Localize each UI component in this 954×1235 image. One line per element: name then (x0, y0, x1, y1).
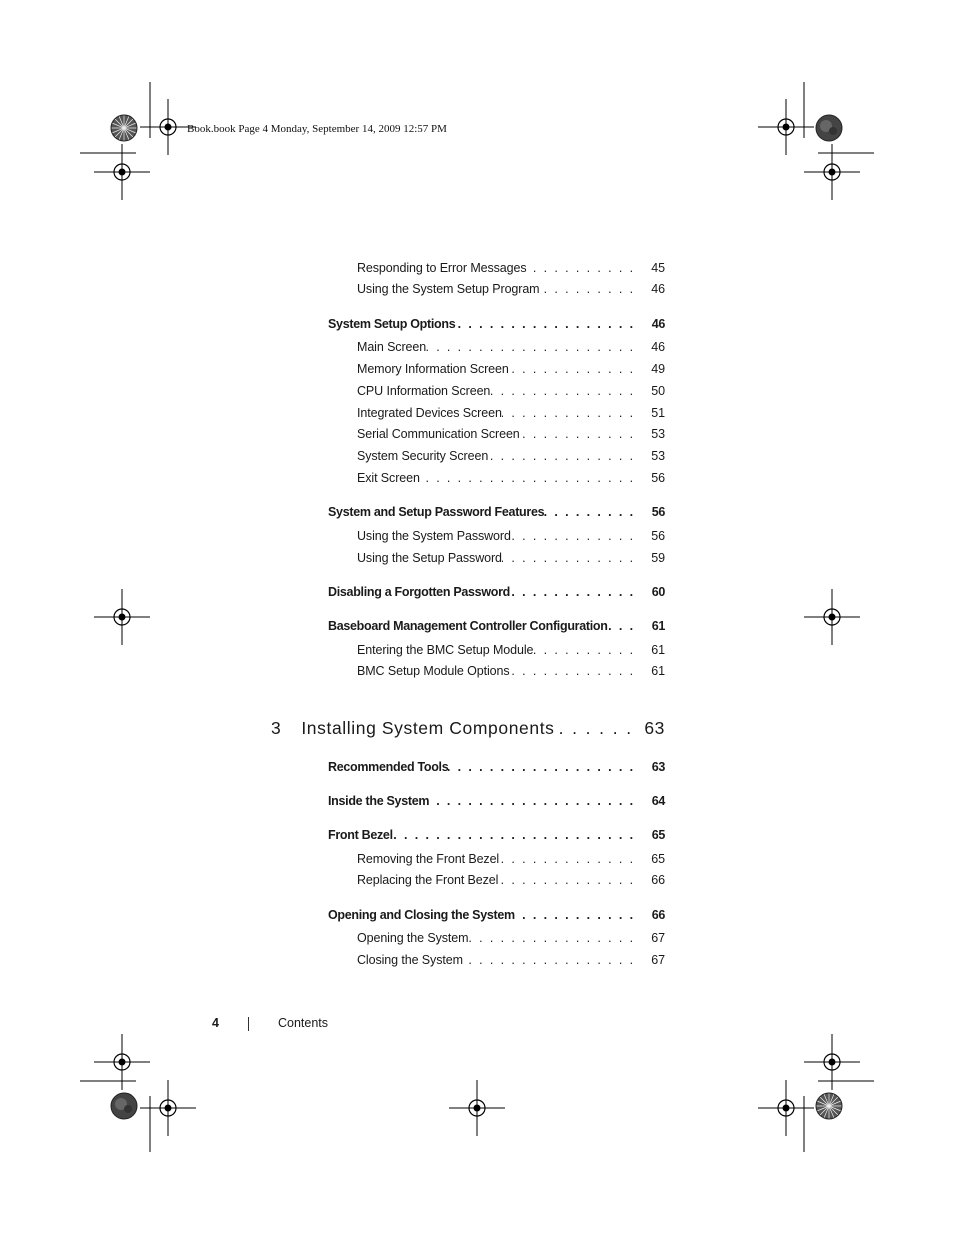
toc-entry-using-system-password[interactable] (357, 529, 665, 543)
dot-leader (509, 362, 641, 376)
toc-page-number: 61 (651, 619, 665, 633)
toc-entry-responding-to-error-messages[interactable] (357, 261, 665, 275)
toc-entry-main-screen[interactable] (357, 340, 665, 354)
dot-leader (510, 664, 641, 678)
toc-entry-title: Removing the Front Bezel (357, 852, 500, 866)
toc-entry-title: Using the System Setup Program (357, 282, 540, 296)
print-header-info: Book.book Page 4 Monday, September 14, 2009 12:57 PM (187, 123, 447, 135)
dot-leader (499, 852, 641, 866)
toc-page-number: 65 (651, 852, 665, 866)
toc-entry-title: Entering the BMC Setup Module (357, 643, 534, 657)
dot-leader (555, 718, 639, 739)
toc-page-number: 46 (651, 282, 665, 296)
toc-page-number: 46 (651, 317, 665, 331)
toc-entry-bmc-setup-module-options[interactable] (357, 664, 665, 678)
toc-entry-system-setup-options[interactable] (328, 317, 665, 331)
footer-divider (248, 1017, 249, 1031)
toc-entry-title: Integrated Devices Screen (357, 406, 502, 420)
dot-leader (448, 760, 641, 774)
toc-entry-closing-the-system[interactable] (357, 953, 665, 967)
toc-page-number: 61 (651, 664, 665, 678)
toc-entry-title: Front Bezel (328, 828, 393, 842)
toc-page-number: 65 (651, 828, 665, 842)
toc-entry-front-bezel[interactable] (328, 828, 665, 842)
toc-chapter-installing-system-components[interactable] (271, 718, 665, 739)
dot-leader (533, 643, 641, 657)
dot-leader (515, 908, 641, 922)
toc-page-number: 56 (651, 529, 665, 543)
toc-page-number: 60 (651, 585, 665, 599)
toc-entry-using-system-setup-program[interactable] (357, 282, 665, 296)
toc-page-number: 53 (651, 449, 665, 463)
toc-entry-opening-and-closing-system[interactable] (328, 908, 665, 922)
toc-entry-entering-bmc-setup-module[interactable] (357, 643, 665, 657)
dot-leader (544, 505, 641, 519)
toc-page-number: 61 (651, 643, 665, 657)
footer-page-number: 4 (212, 1016, 219, 1030)
toc-entry-title: Recommended Tools (328, 760, 449, 774)
dot-leader (527, 261, 641, 275)
toc-page-number: 67 (651, 931, 665, 945)
toc-entry-title: Using the Setup Password (357, 551, 502, 565)
toc-page-number: 64 (651, 794, 665, 808)
toc-entry-disabling-forgotten-password[interactable] (328, 585, 665, 599)
toc-entry-title: Closing the System (357, 953, 463, 967)
toc-page-number: 63 (651, 760, 665, 774)
toc-entry-opening-the-system[interactable] (357, 931, 665, 945)
toc-entry-inside-the-system[interactable] (328, 794, 665, 808)
dot-leader (540, 282, 642, 296)
toc-entry-title: System Security Screen (357, 449, 489, 463)
dot-leader (608, 619, 641, 633)
toc-entry-title: Memory Information Screen (357, 362, 509, 376)
toc-entry-title: Exit Screen (357, 471, 420, 485)
toc-entry-bmc-configuration[interactable] (328, 619, 665, 633)
dot-leader (490, 384, 641, 398)
toc-page-number: 51 (651, 406, 665, 420)
toc-entry-serial-communication-screen[interactable] (357, 427, 665, 441)
dot-leader (420, 471, 641, 485)
dot-leader (511, 529, 641, 543)
dot-leader (393, 828, 641, 842)
toc-entry-exit-screen[interactable] (357, 471, 665, 485)
toc-entry-recommended-tools[interactable] (328, 760, 665, 774)
dot-leader (502, 551, 641, 565)
toc-entry-replacing-front-bezel[interactable] (357, 873, 665, 887)
toc-page-number: 67 (651, 953, 665, 967)
dot-leader (488, 449, 641, 463)
toc-entry-title: Responding to Error Messages (357, 261, 527, 275)
toc-entry-integrated-devices-screen[interactable] (357, 406, 665, 420)
toc-page-number: 66 (651, 908, 665, 922)
toc-entry-system-and-setup-password-features[interactable] (328, 505, 665, 519)
toc-entry-system-security-screen[interactable] (357, 449, 665, 463)
dot-leader (426, 340, 641, 354)
toc-page-number: 56 (651, 505, 665, 519)
toc-entry-title: Inside the System (328, 794, 430, 808)
toc-entry-title: Baseboard Management Controller Configuration (328, 619, 608, 633)
toc-entry-title: System and Setup Password Features (328, 505, 545, 519)
dot-leader (498, 873, 641, 887)
toc-entry-title: BMC Setup Module Options (357, 664, 510, 678)
toc-entry-title: Installing System Components (301, 718, 555, 738)
footer-section-label: Contents (278, 1016, 329, 1030)
toc-entry-title: Using the System Password (357, 529, 511, 543)
toc-page-number: 50 (651, 384, 665, 398)
dot-leader (455, 317, 641, 331)
toc-entry-memory-information-screen[interactable] (357, 362, 665, 376)
toc-entry-title: Main Screen (357, 340, 427, 354)
toc-page-number: 63 (644, 718, 665, 738)
dot-leader (468, 931, 641, 945)
toc-page-number: 53 (651, 427, 665, 441)
toc-entry-title: CPU Information Screen (357, 384, 491, 398)
toc-entry-title: Disabling a Forgotten Password (328, 585, 510, 599)
toc-page-number: 59 (651, 551, 665, 565)
toc-page-number: 45 (651, 261, 665, 275)
dot-leader (429, 794, 641, 808)
toc-page-number: 66 (651, 873, 665, 887)
toc-entry-title: Serial Communication Screen (357, 427, 520, 441)
dot-leader (520, 427, 641, 441)
toc-entry-title: Replacing the Front Bezel (357, 873, 499, 887)
chapter-number: 3 (271, 718, 282, 738)
dot-leader (510, 585, 641, 599)
toc-entry-title: Opening and Closing the System (328, 908, 515, 922)
toc-entry-cpu-information-screen[interactable] (357, 384, 665, 398)
toc-entry-using-setup-password[interactable] (357, 551, 665, 565)
toc-entry-title: Opening the System (357, 931, 469, 945)
toc-entry-title: System Setup Options (328, 317, 456, 331)
toc-page-number: 56 (651, 471, 665, 485)
toc-entry-removing-front-bezel[interactable] (357, 852, 665, 866)
toc-page-number: 46 (651, 340, 665, 354)
dot-leader (502, 406, 641, 420)
toc-page-number: 49 (651, 362, 665, 376)
dot-leader (463, 953, 641, 967)
